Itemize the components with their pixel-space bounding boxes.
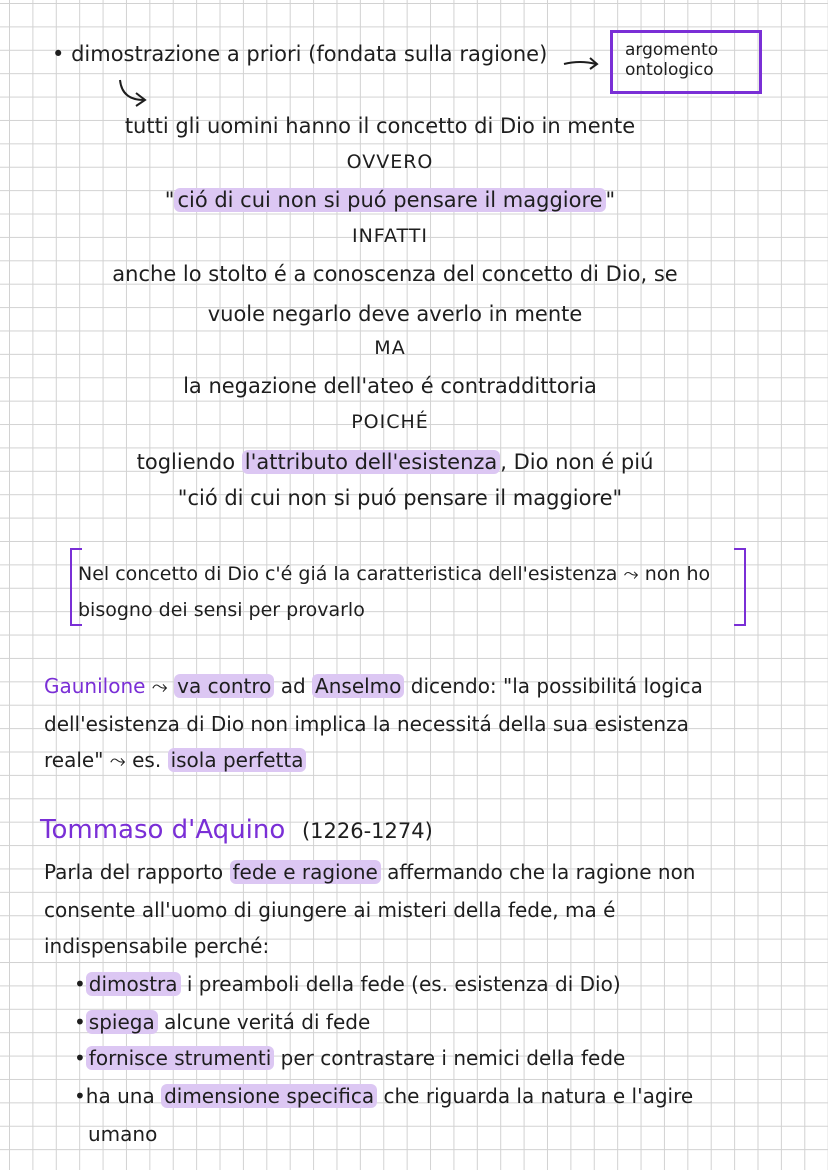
tommaso-heading [40,816,433,845]
highlight-spiega: spiega [86,1010,158,1034]
line-negarlo: vuole negarlo deve averlo in mente [207,302,583,326]
highlight-attributo: l'attributo dell'esistenza [242,450,501,474]
line-togliendo: togliendo l'attributo dell'esistenza , Dio non é piú [136,450,654,474]
highlight-dimostra: dimostra [86,972,181,996]
highlight-isola-perfetta: isola perfetta [168,748,307,772]
highlight-quote: ció di cui non si puó pensare il maggiore [174,188,605,212]
arrow-right-icon [562,52,602,74]
bullet: • [74,1010,86,1034]
gaunilone-line1: Gaunilone ⤳ va contro ad Anselmo dicendo: "la possibilitá logica [44,674,703,698]
keyword-ovvero: OVVERO [346,151,434,173]
intro-line [52,40,547,68]
highlight-anselmo: Anselmo [312,674,404,698]
line-quote-end: "ció di cui non si puó pensare il maggiore" [177,486,623,510]
bullet: • [74,972,86,996]
tommaso-bullet2: • spiega alcune veritá di fede [74,1010,371,1034]
gaunilone-name: Gaunilone [44,674,146,698]
box-line1: argomento [625,40,719,60]
highlight-va-contro: va contro [174,674,274,698]
keyword-poiche: POICHÉ [351,411,429,433]
keyword-infatti: INFATTI [351,225,428,247]
highlight-dimensione-specifica: dimensione specifica [161,1084,377,1108]
line-quote: " ció di cui non si puó pensare il maggiore " [164,188,616,212]
tommaso-bullet3: • fornisce strumenti per contrastare i nemici della fede [74,1046,626,1070]
arrow-down-icon [112,76,152,110]
bullet: • [74,1046,86,1070]
line-ateo: la negazione dell'ateo é contraddittoria [183,374,597,398]
tommaso-name: Tommaso d'Aquino [40,815,286,845]
tommaso-p2: consente all'uomo di giungere ai misteri della fede, ma é [44,898,616,922]
tommaso-bullet1: • dimostra i preamboli della fede (es. esistenza di Dio) [74,972,621,996]
gaunilone-line2: dell'esistenza di Dio non implica la necessitá della sua esistenza [44,712,689,736]
bullet: • [74,1084,86,1108]
tommaso-bullet4-line2: umano [88,1122,158,1146]
bullet: • [52,42,65,66]
tommaso-p3: indispensabile perché: [44,934,270,958]
keyword-ma: MA [374,337,406,359]
argomento-ontologico-box [610,30,762,94]
note-line2: bisogno dei sensi per provarlo [78,599,365,621]
tommaso-bullet4: •ha una dimensione specifica che riguarda la natura e l'agire [74,1084,694,1108]
intro-text: dimostrazione a priori (fondata sulla ragione) [71,42,548,66]
line-concept: tutti gli uomini hanno il concetto di Dio in mente [124,114,636,138]
highlight-fede-ragione: fede e ragione [230,860,381,884]
note-line1: Nel concetto di Dio c'é giá la caratteristica dell'esistenza ⤳ non ho [78,563,711,585]
line-stolto: anche lo stolto é a conoscenza del concetto di Dio, se [112,262,678,286]
box-line2: ontologico [625,60,714,80]
gaunilone-line3: reale" ⤳ es. isola perfetta [44,746,306,774]
highlight-fornisce-strumenti: fornisce strumenti [86,1046,274,1070]
tommaso-p1: Parla del rapporto fede e ragione affermando che la ragione non [44,860,696,884]
tommaso-dates: (1226-1274) [301,819,433,843]
